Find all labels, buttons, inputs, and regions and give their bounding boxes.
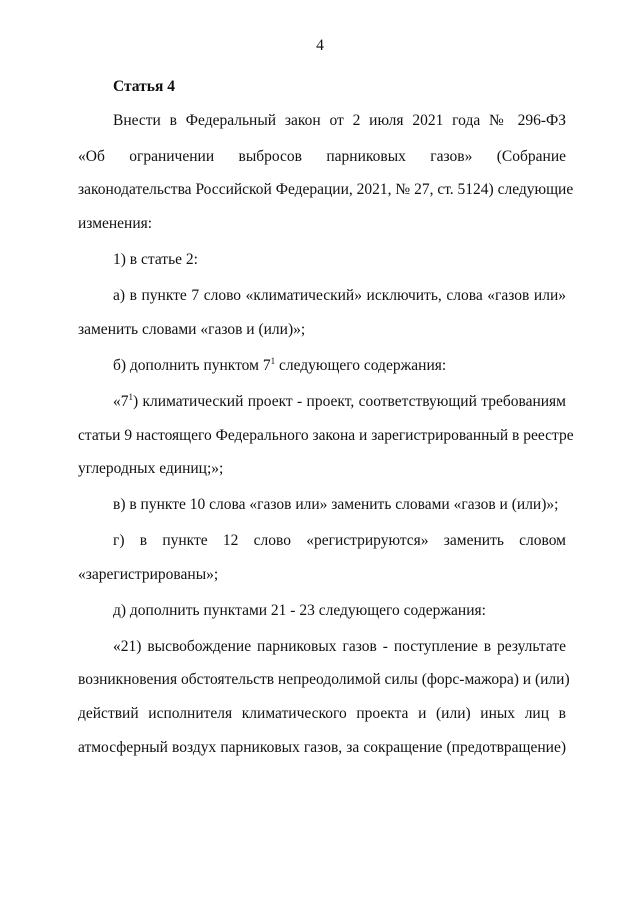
page-number: 4 [316, 37, 324, 54]
text-line: возникновения обстоятельств непреодолимой силы (форс-мажора) и (или) [78, 671, 570, 688]
text-line: «Об ограничении выбросов парниковых газов» (Собрание [78, 148, 566, 165]
text-line: «21) высвобождение парниковых газов - поступление в результате [113, 638, 566, 655]
text-line: в) в пункте 10 слова «газов или» заменить словами «газов и (или)»; [113, 496, 559, 513]
text-line: Внести в Федеральный закон от 2 июля 2021 года № 296-ФЗ [113, 112, 566, 129]
text-line: действий исполнителя климатического проекта и (или) иных лиц в [78, 705, 566, 722]
text-fragment: «$7^1$ [113, 392, 133, 410]
text-fragment: ) климатический проект - проект, соответствующий требованиям [133, 393, 566, 410]
text-line: 1) в статье 2: [113, 251, 198, 268]
text-line: законодательства Российской Федерации, 2021, № 27, ст. 5124) следующие [78, 181, 574, 198]
text-fragment: б) дополнить пунктом 7 [113, 357, 271, 374]
text-line [113, 393, 566, 411]
text-line: г) в пункте 12 слово «регистрируются» заменить словом [113, 532, 566, 549]
text-line: д) дополнить пунктами 21 - 23 следующего содержания: [113, 602, 486, 619]
article-heading: Статья 4 [113, 78, 175, 95]
text-line: изменения: [78, 215, 153, 232]
text-line: «зарегистрированы»; [78, 566, 219, 583]
superscript: 1 [270, 356, 276, 366]
text-line: атмосферный воздух парниковых газов, за сокращение (предотвращение) [78, 739, 566, 756]
text-line: заменить словами «газов и (или)»; [78, 321, 306, 338]
text-line [113, 357, 566, 375]
text-line: углеродных единиц;»; [78, 460, 224, 477]
text-line: статьи 9 настоящего Федерального закона и зарегистрированный в реестре [78, 427, 574, 444]
text-fragment: следующего содержания: [275, 357, 447, 374]
text-line: а) в пункте 7 слово «климатический» исключить, слова «газов или» [113, 287, 566, 304]
